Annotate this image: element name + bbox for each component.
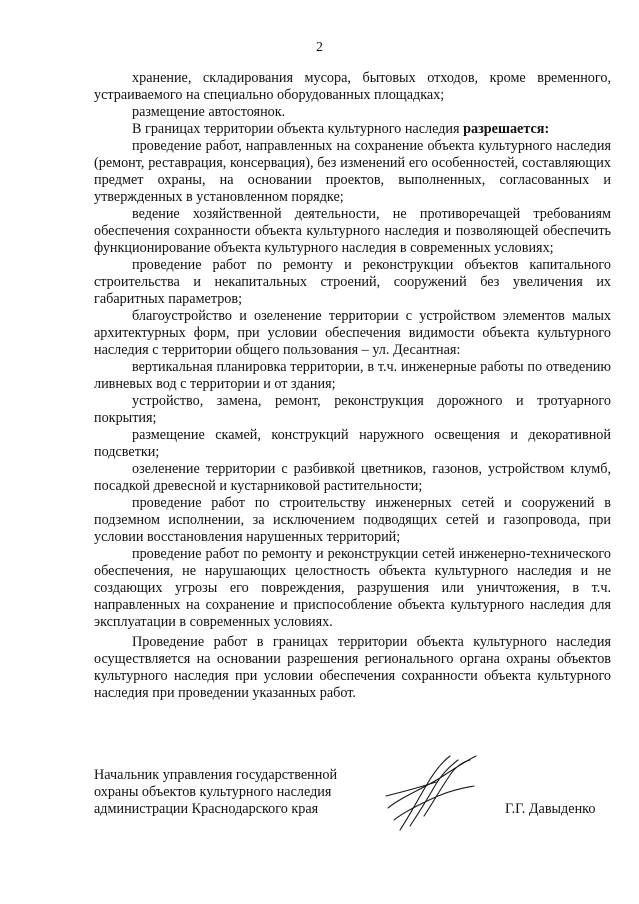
page-number: 2 (316, 40, 323, 55)
signatory-title-line-3: администрации Краснодарского края (94, 801, 319, 817)
paragraph-parking: размещение автостоянок. (132, 104, 286, 120)
signatory-title-line-1: Начальник управления государственной (94, 767, 338, 783)
paragraph-road-surfacing: устройство, замена, ремонт, реконструкция дорожного и тротуарного покрытия; (94, 393, 611, 426)
permitted-intro-text: В границах территории объекта культурного наследия (132, 121, 464, 137)
permitted-bold-text: разрешается: (463, 121, 550, 137)
signatory-name: Г.Г. Давыденко (505, 801, 596, 817)
paragraph-vertical-planning: вертикальная планировка территории, в т.ч. инженерные работы по отведению ливневых вод с территории и от здания; (94, 359, 611, 392)
paragraph-greening: озеленение территории с разбивкой цветников, газонов, устройством клумб, посадкой древесной и кустарниковой растительности; (94, 461, 611, 494)
signatory-title (94, 767, 337, 818)
signatory-title-line-2: охраны объектов культурного наследия (94, 784, 332, 800)
handwritten-signature (380, 748, 490, 838)
paragraph-engineering-networks: проведение работ по ремонту и реконструкции сетей инженерно-технического обеспечения, не нарушающих целостность объекта культурного наследия и не создающих угрозы его повреждения, разрушения или уничтожения, в т.ч. направленных на сохранение и приспособление объекта культурного наследия для эксплуатации в современных условиях. (94, 546, 611, 630)
paragraph-underground-networks: проведение работ по строительству инженерных сетей и сооружений в подземном исполнении, за исключением подводящих сетей и газопровода, при условии восстановления нарушенных территорий; (94, 495, 611, 545)
paragraph-conclusion: Проведение работ в границах территории объекта культурного наследия осуществляется на основании разрешения регионального органа охраны объектов культурного наследия при условии обеспечения сохранности объекта культурного наследия при проведении указанных работ. (94, 634, 611, 701)
paragraph-economic-activity: ведение хозяйственной деятельности, не противоречащей требованиям обеспечения сохранности объекта культурного наследия и позволяющей обеспечить функционирование объекта культурного наследия в современных условиях; (94, 206, 611, 256)
document-body (94, 70, 611, 702)
paragraph-landscaping: благоустройство и озеленение территории с устройством элементов малых архитектурных форм, при условии обеспечения видимости объекта культурного наследия с территории общего пользования – ул. Десантная: (94, 308, 611, 358)
paragraph-repair-reconstruction: проведение работ по ремонту и реконструкции объектов капитального строительства и некапитальных строений, сооружений без увеличения их габаритных параметров; (94, 257, 611, 307)
paragraph-preservation-works: проведение работ, направленных на сохранение объекта культурного наследия (ремонт, реставрация, консервация), без изменений его особенностей, составляющих предмет охраны, на основании проектов, выполненных, согласованных и утвержденных в установленном порядке; (94, 138, 611, 205)
paragraph-storage: хранение, складирования мусора, бытовых отходов, кроме временного, устраиваемого на специально оборудованных площадках; (94, 70, 611, 103)
paragraph-benches-lighting: размещение скамей, конструкций наружного освещения и декоративной подсветки; (94, 427, 611, 460)
paragraph-permitted-intro (94, 121, 611, 138)
